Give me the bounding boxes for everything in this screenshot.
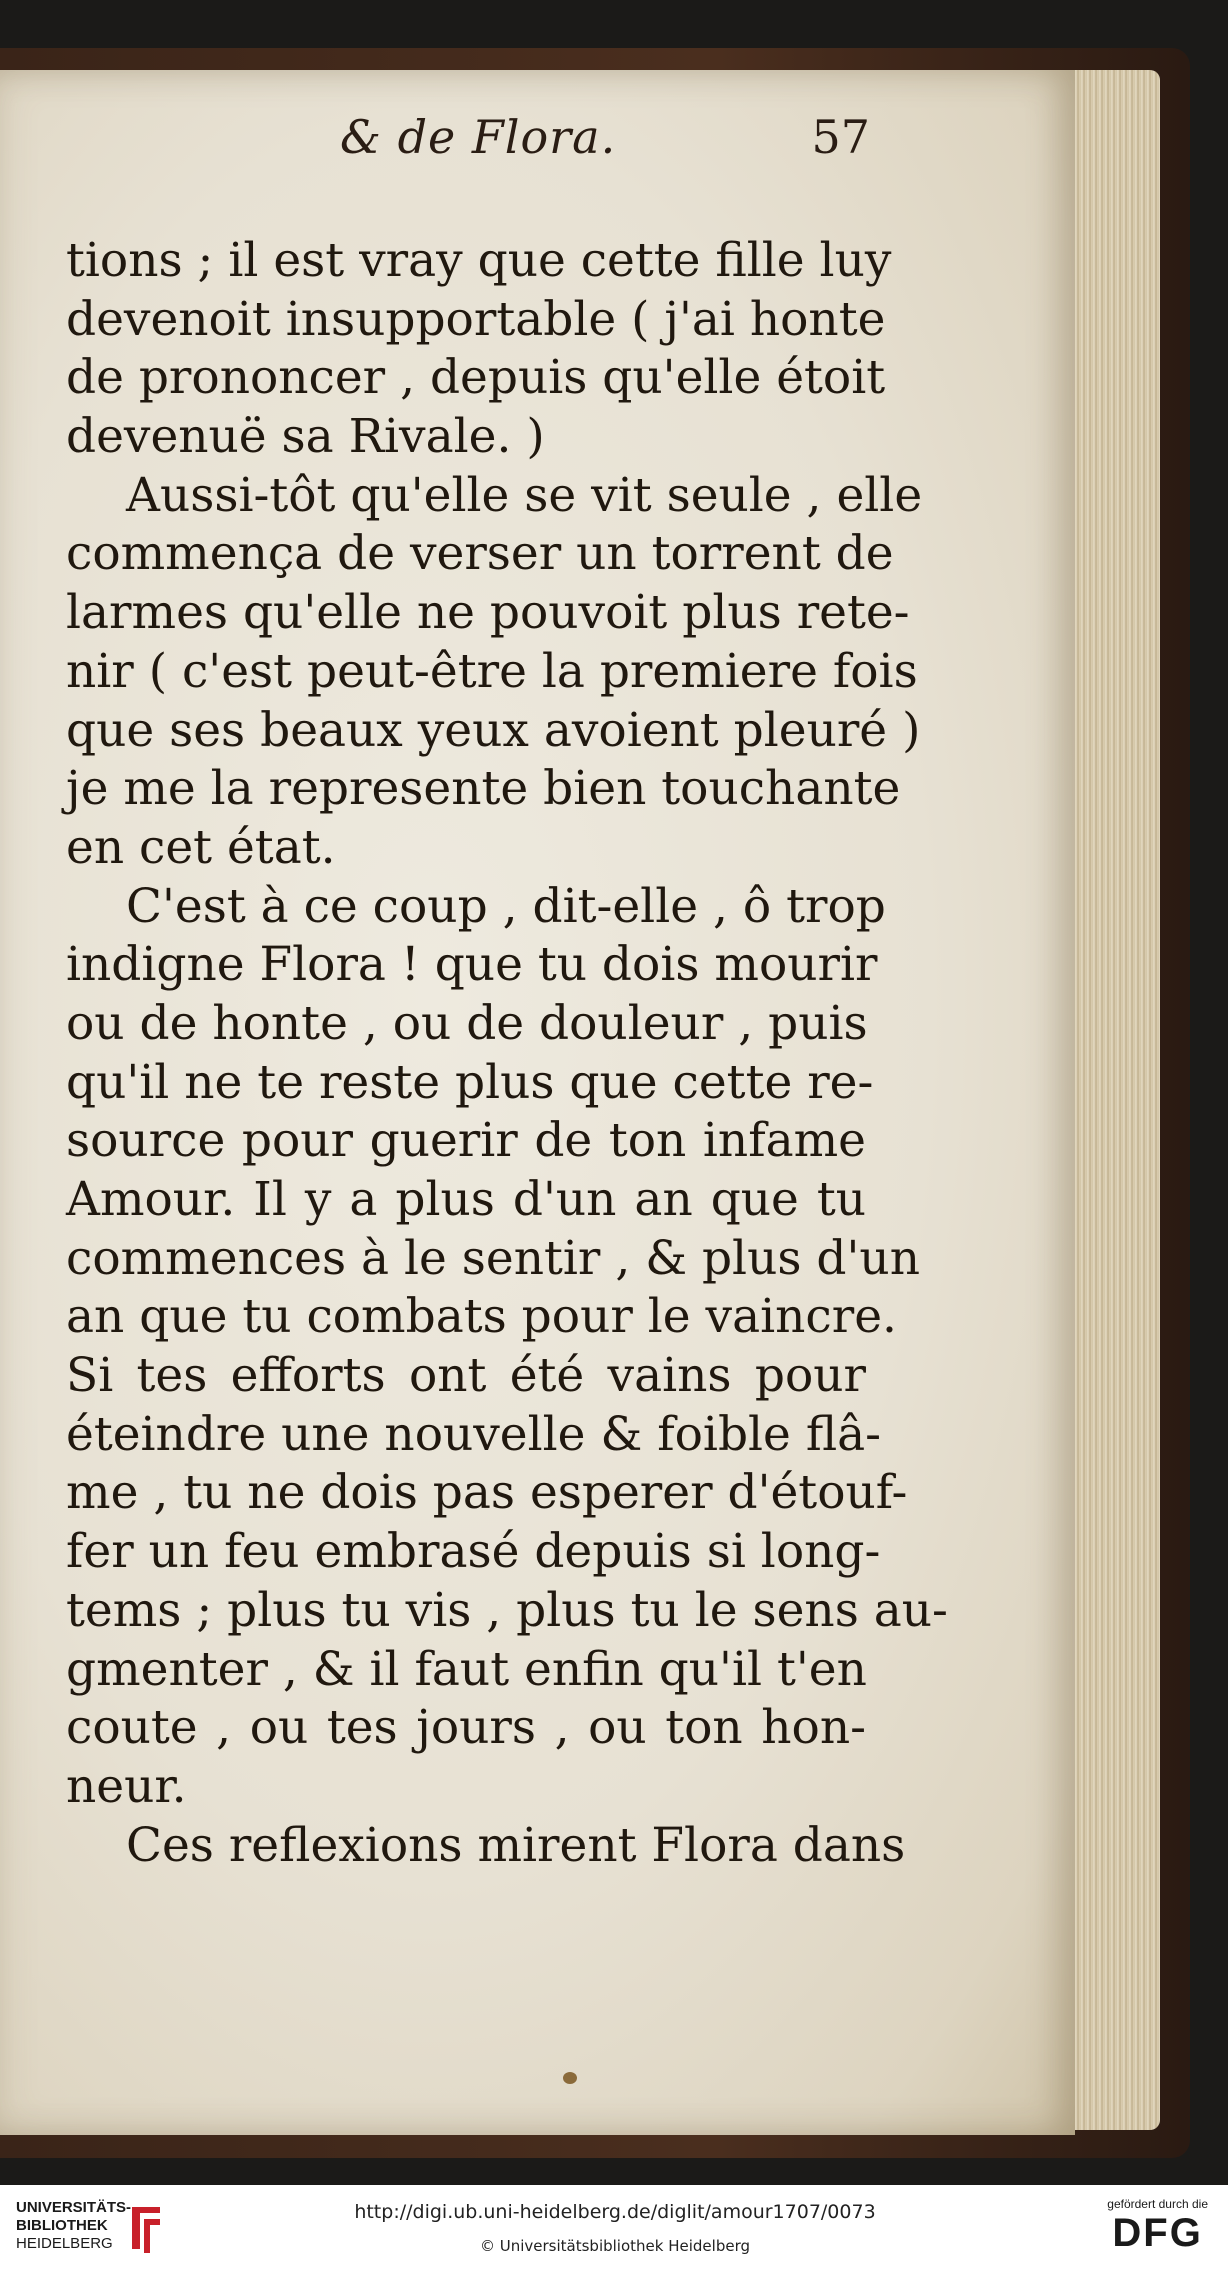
text-line: gmenter , & il faut enfin qu'il t'en [66,1641,867,1697]
text-line: neur. [66,1758,187,1814]
text-line: que ses beaux yeux avoient pleuré ) [66,702,921,758]
viewer-footer [0,2185,1228,2271]
text-line: larmes qu'elle ne pouvoit plus rete- [66,585,910,641]
page-text [66,232,948,1875]
page-number: 57 [811,110,870,164]
text-line: tions ; il est vray que cette fille luy [66,233,892,288]
library-name-line: UNIVERSITÄTS- [16,2199,132,2216]
text-line: nir ( c'est peut-être la premiere fois [66,643,918,699]
text-line: devenoit insupportable ( j'ai honte [66,291,886,347]
text-line: tems ; plus tu vis , plus tu le sens au- [66,1582,948,1638]
text-line: an que tu combats pour le vaincre. [66,1289,897,1345]
text-line: Si tes efforts ont été vains pour [66,1348,866,1404]
text-line: commences à le sentir , & plus d'un [66,1230,920,1286]
funding-label: gefördert durch die [1107,2197,1208,2211]
copyright-notice: © Universitätsbibliothek Heidelberg [479,2237,750,2255]
page-header [340,110,870,180]
text-line: Ces reflexions mirent Flora dans [126,1817,906,1873]
text-line: qu'il ne te reste plus que cette re- [66,1054,874,1110]
library-logo-icon [126,2199,166,2257]
text-line: indigne Flora ! que tu dois mourir [66,937,878,993]
text-line: source pour guerir de ton infame [66,1113,866,1169]
text-line: commença de verser un torrent de [66,526,894,582]
text-line: me , tu ne dois pas esperer d'étouf- [66,1465,908,1521]
text-line: fer un feu embrasé depuis si long- [66,1524,881,1580]
dfg-logo: DFG [1112,2211,1203,2255]
text-line: coute , ou tes jours , ou ton hon- [66,1700,866,1756]
permalink-url[interactable]: http://digi.ub.uni-heidelberg.de/diglit/amour1707/0073 [354,2201,876,2223]
library-name-line: HEIDELBERG [16,2235,113,2252]
text-line: Aussi-tôt qu'elle se vit seule , elle [126,467,923,523]
ornament-dot [563,2072,577,2084]
text-line: ou de honte , ou de douleur , puis [66,995,868,1051]
text-line: devenuë sa Rivale. ) [66,409,545,465]
text-line: je me la represente bien touchante [66,761,901,817]
text-line: C'est à ce coup , dit-elle , ô trop [126,878,886,934]
text-line: éteindre une nouvelle & foible flâ- [66,1406,882,1462]
funding-logo [1107,2197,1208,2255]
library-name-line: BIBLIOTHEK [16,2217,108,2234]
text-line: en cet état. [66,819,336,875]
text-line: Amour. Il y a plus d'un an que tu [66,1172,866,1227]
text-line: de prononcer , depuis qu'elle étoit [66,350,886,406]
library-logo-text [16,2199,131,2253]
running-title: & de Flora. [340,110,617,164]
